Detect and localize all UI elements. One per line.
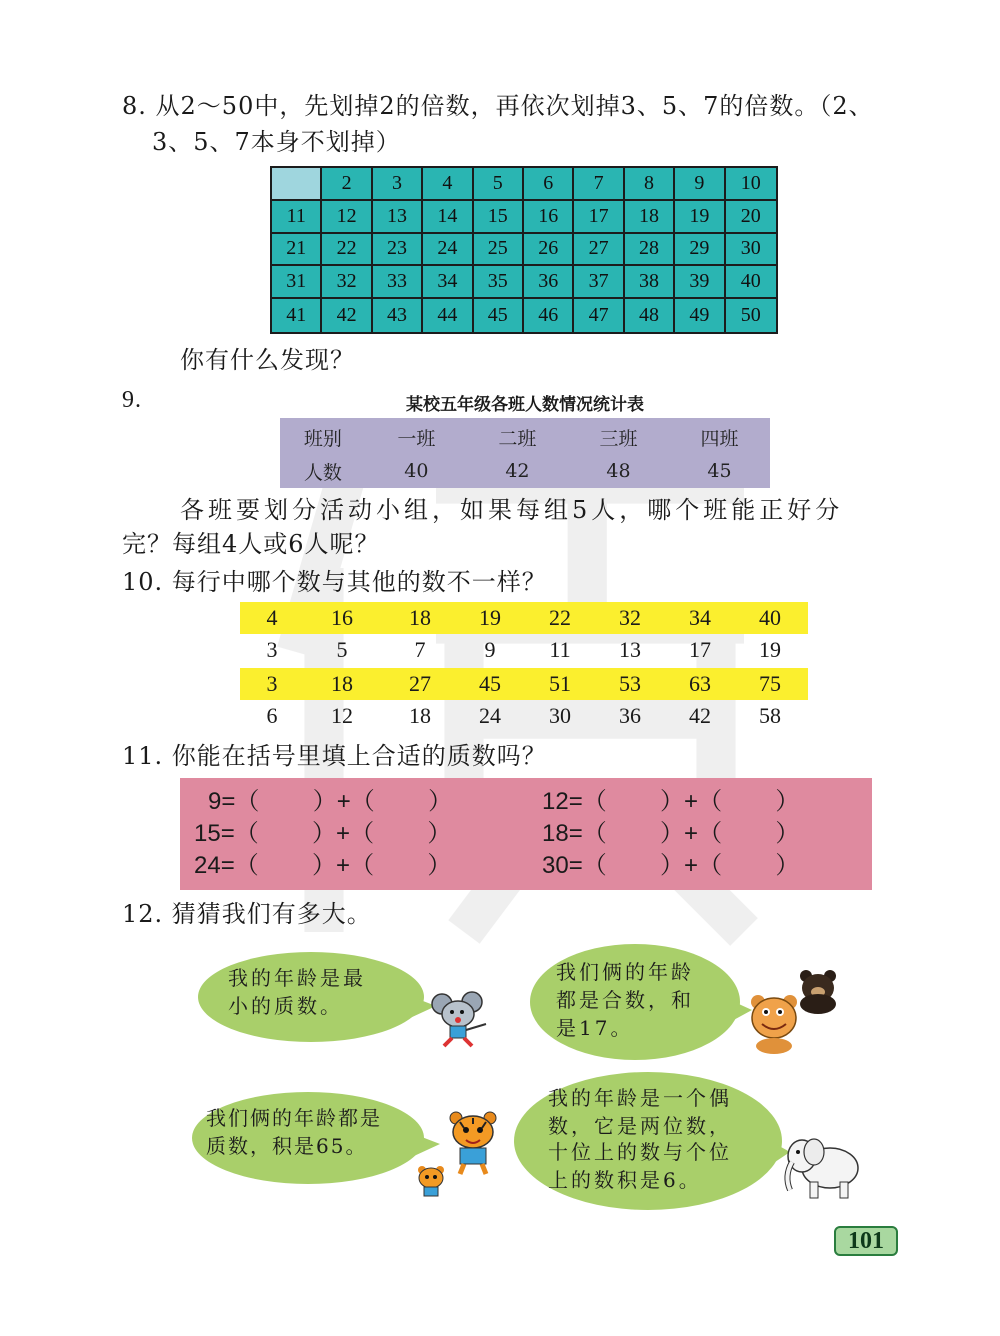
table-cell: 四班 — [700, 427, 739, 450]
tigers-icon — [412, 1108, 522, 1204]
grid-cell: 29 — [675, 234, 725, 267]
grid-cell: 14 — [423, 201, 473, 234]
equation: 18=（ ）+（ ） — [542, 820, 800, 847]
grid-cell: 45 — [474, 299, 524, 332]
bubble-line: 数，它是两位数， — [548, 1114, 732, 1138]
grid-cell: 37 — [574, 266, 624, 299]
grid-cell: 3 — [373, 168, 423, 201]
number-item: 75 — [759, 671, 781, 696]
class-statistics-table — [280, 418, 770, 488]
number-item: 9 — [484, 637, 496, 662]
grid-cell: 8 — [625, 168, 675, 201]
problem-8-text-line2: 3、5、7本身不划掉） — [152, 128, 401, 156]
number-item: 53 — [619, 671, 641, 696]
highlighted-number-row — [240, 602, 808, 634]
grid-cell: 23 — [373, 234, 423, 267]
number-item: 36 — [619, 703, 641, 728]
grid-corner-cell — [272, 168, 322, 201]
problem-8-question: 你有什么发现？ — [180, 346, 355, 374]
bubble-line: 质数，积是65。 — [206, 1134, 368, 1158]
problem-12-question: 12. 猜猜我们有多大。 — [122, 900, 372, 928]
table-value-row — [280, 454, 770, 488]
highlighted-number-row — [240, 668, 808, 700]
speech-bubble-mouse — [198, 952, 424, 1042]
prime-sum-box — [180, 778, 872, 890]
grid-cell: 39 — [675, 266, 725, 299]
speech-bubble-tigers — [192, 1092, 424, 1184]
number-row — [240, 634, 808, 666]
table-cell: 40 — [404, 460, 429, 482]
table-cell: 42 — [505, 460, 530, 482]
equation: 9=（ ）+（ ） — [208, 788, 453, 815]
number-item: 3 — [266, 671, 278, 696]
equation: 12=（ ）+（ ） — [542, 788, 800, 815]
bubble-line: 我们俩的年龄都是 — [206, 1106, 382, 1130]
equation: 30=（ ）+（ ） — [542, 852, 800, 879]
number-item: 16 — [331, 605, 353, 630]
bubble-line: 我的年龄是一个偶 — [548, 1086, 732, 1110]
grid-cell: 4 — [423, 168, 473, 201]
number-item: 30 — [549, 703, 571, 728]
problem-10-question: 10. 每行中哪个数与其他的数不一样？ — [122, 568, 547, 596]
grid-cell: 34 — [423, 266, 473, 299]
grid-cell: 13 — [373, 201, 423, 234]
grid-cell: 15 — [474, 201, 524, 234]
bubble-line: 小的质数。 — [228, 994, 343, 1018]
table-cell: 班别 — [303, 427, 342, 450]
grid-cell: 19 — [675, 201, 725, 234]
grid-cell: 22 — [322, 234, 372, 267]
grid-cell: 31 — [272, 266, 322, 299]
number-item: 4 — [266, 605, 278, 630]
grid-cell: 26 — [524, 234, 574, 267]
grid-cell: 36 — [524, 266, 574, 299]
grid-cell: 25 — [474, 234, 524, 267]
statistics-table-title: 某校五年级各班人数情况统计表 — [406, 395, 644, 415]
number-item: 6 — [266, 703, 278, 728]
number-item: 11 — [549, 637, 571, 662]
table-cell: 二班 — [498, 427, 537, 450]
grid-cell: 40 — [726, 266, 776, 299]
problem-9-text-line2: 完？每组4人或6人呢？ — [122, 530, 380, 558]
table-cell: 45 — [707, 460, 732, 482]
number-item: 63 — [689, 671, 711, 696]
grid-cell: 10 — [726, 168, 776, 201]
number-item: 18 — [409, 605, 431, 630]
grid-cell: 35 — [474, 266, 524, 299]
table-cell: 48 — [606, 460, 631, 482]
number-item: 18 — [331, 671, 353, 696]
number-item: 51 — [549, 671, 571, 696]
grid-cell: 5 — [474, 168, 524, 201]
grid-cell: 9 — [675, 168, 725, 201]
grid-cell: 11 — [272, 201, 322, 234]
number-item: 24 — [479, 703, 501, 728]
bubble-line: 上的数积是6。 — [548, 1168, 702, 1192]
grid-cell: 41 — [272, 299, 322, 332]
grid-cell: 49 — [675, 299, 725, 332]
grid-cell: 16 — [524, 201, 574, 234]
problem-11-question: 11. 你能在括号里填上合适的质数吗？ — [122, 742, 547, 770]
number-item: 13 — [619, 637, 641, 662]
grid-cell: 38 — [625, 266, 675, 299]
grid-cell: 17 — [574, 201, 624, 234]
table-cell: 一班 — [397, 427, 436, 450]
grid-cell: 24 — [423, 234, 473, 267]
number-item: 27 — [409, 671, 431, 696]
grid-cell: 6 — [524, 168, 574, 201]
number-item: 12 — [331, 703, 353, 728]
bears-icon — [746, 966, 846, 1056]
number-item: 42 — [689, 703, 711, 728]
grid-cell: 7 — [574, 168, 624, 201]
number-item: 34 — [689, 605, 711, 630]
bubble-line: 我的年龄是最 — [228, 966, 366, 990]
number-item: 7 — [414, 637, 426, 662]
equation: 15=（ ）+（ ） — [194, 820, 452, 847]
mouse-icon — [428, 990, 498, 1050]
table-header-row — [280, 420, 770, 454]
problem-9-text-line1: 各班要划分活动小组，如果每组5人，哪个班能正好分 — [180, 496, 844, 524]
number-item: 19 — [479, 605, 501, 630]
elephant-icon — [774, 1128, 864, 1204]
problem-8-text-line1: 8. 从2～50中，先划掉2的倍数，再依次划掉3、5、7的倍数。（2、 — [122, 92, 874, 120]
grid-cell: 21 — [272, 234, 322, 267]
number-row — [240, 700, 808, 732]
grid-cell: 46 — [524, 299, 574, 332]
bubble-line: 都是合数，和 — [556, 988, 694, 1012]
grid-cell: 18 — [625, 201, 675, 234]
page-number: 101 — [834, 1226, 898, 1256]
number-item: 32 — [619, 605, 641, 630]
grid-cell: 27 — [574, 234, 624, 267]
number-item: 22 — [549, 605, 571, 630]
number-item: 3 — [266, 637, 278, 662]
grid-cell: 43 — [373, 299, 423, 332]
grid-cell: 47 — [574, 299, 624, 332]
grid-cell: 30 — [726, 234, 776, 267]
bubble-line: 十位上的数与个位 — [548, 1140, 732, 1164]
grid-cell: 42 — [322, 299, 372, 332]
table-cell: 人数 — [303, 461, 342, 484]
speech-bubble-elephant — [514, 1072, 782, 1210]
number-grid — [270, 166, 778, 334]
equation: 24=（ ）+（ ） — [194, 852, 452, 879]
grid-cell: 32 — [322, 266, 372, 299]
problem-9-number: 9. — [122, 387, 142, 413]
number-item: 19 — [759, 637, 781, 662]
number-item: 40 — [759, 605, 781, 630]
grid-cell: 2 — [322, 168, 372, 201]
bubble-line: 我们俩的年龄 — [556, 960, 694, 984]
grid-cell: 48 — [625, 299, 675, 332]
speech-bubble-bears — [530, 944, 740, 1060]
grid-cell: 44 — [423, 299, 473, 332]
number-item: 45 — [479, 671, 501, 696]
grid-cell: 50 — [740, 304, 761, 327]
number-item: 18 — [409, 703, 431, 728]
number-item: 58 — [759, 703, 781, 728]
grid-cell: 28 — [625, 234, 675, 267]
grid-cell: 20 — [726, 201, 776, 234]
table-cell: 三班 — [599, 427, 638, 450]
number-item: 17 — [689, 637, 711, 662]
bubble-line: 是17。 — [556, 1016, 634, 1040]
grid-cell: 12 — [322, 201, 372, 234]
grid-cell: 33 — [373, 266, 423, 299]
number-item: 5 — [336, 637, 348, 662]
